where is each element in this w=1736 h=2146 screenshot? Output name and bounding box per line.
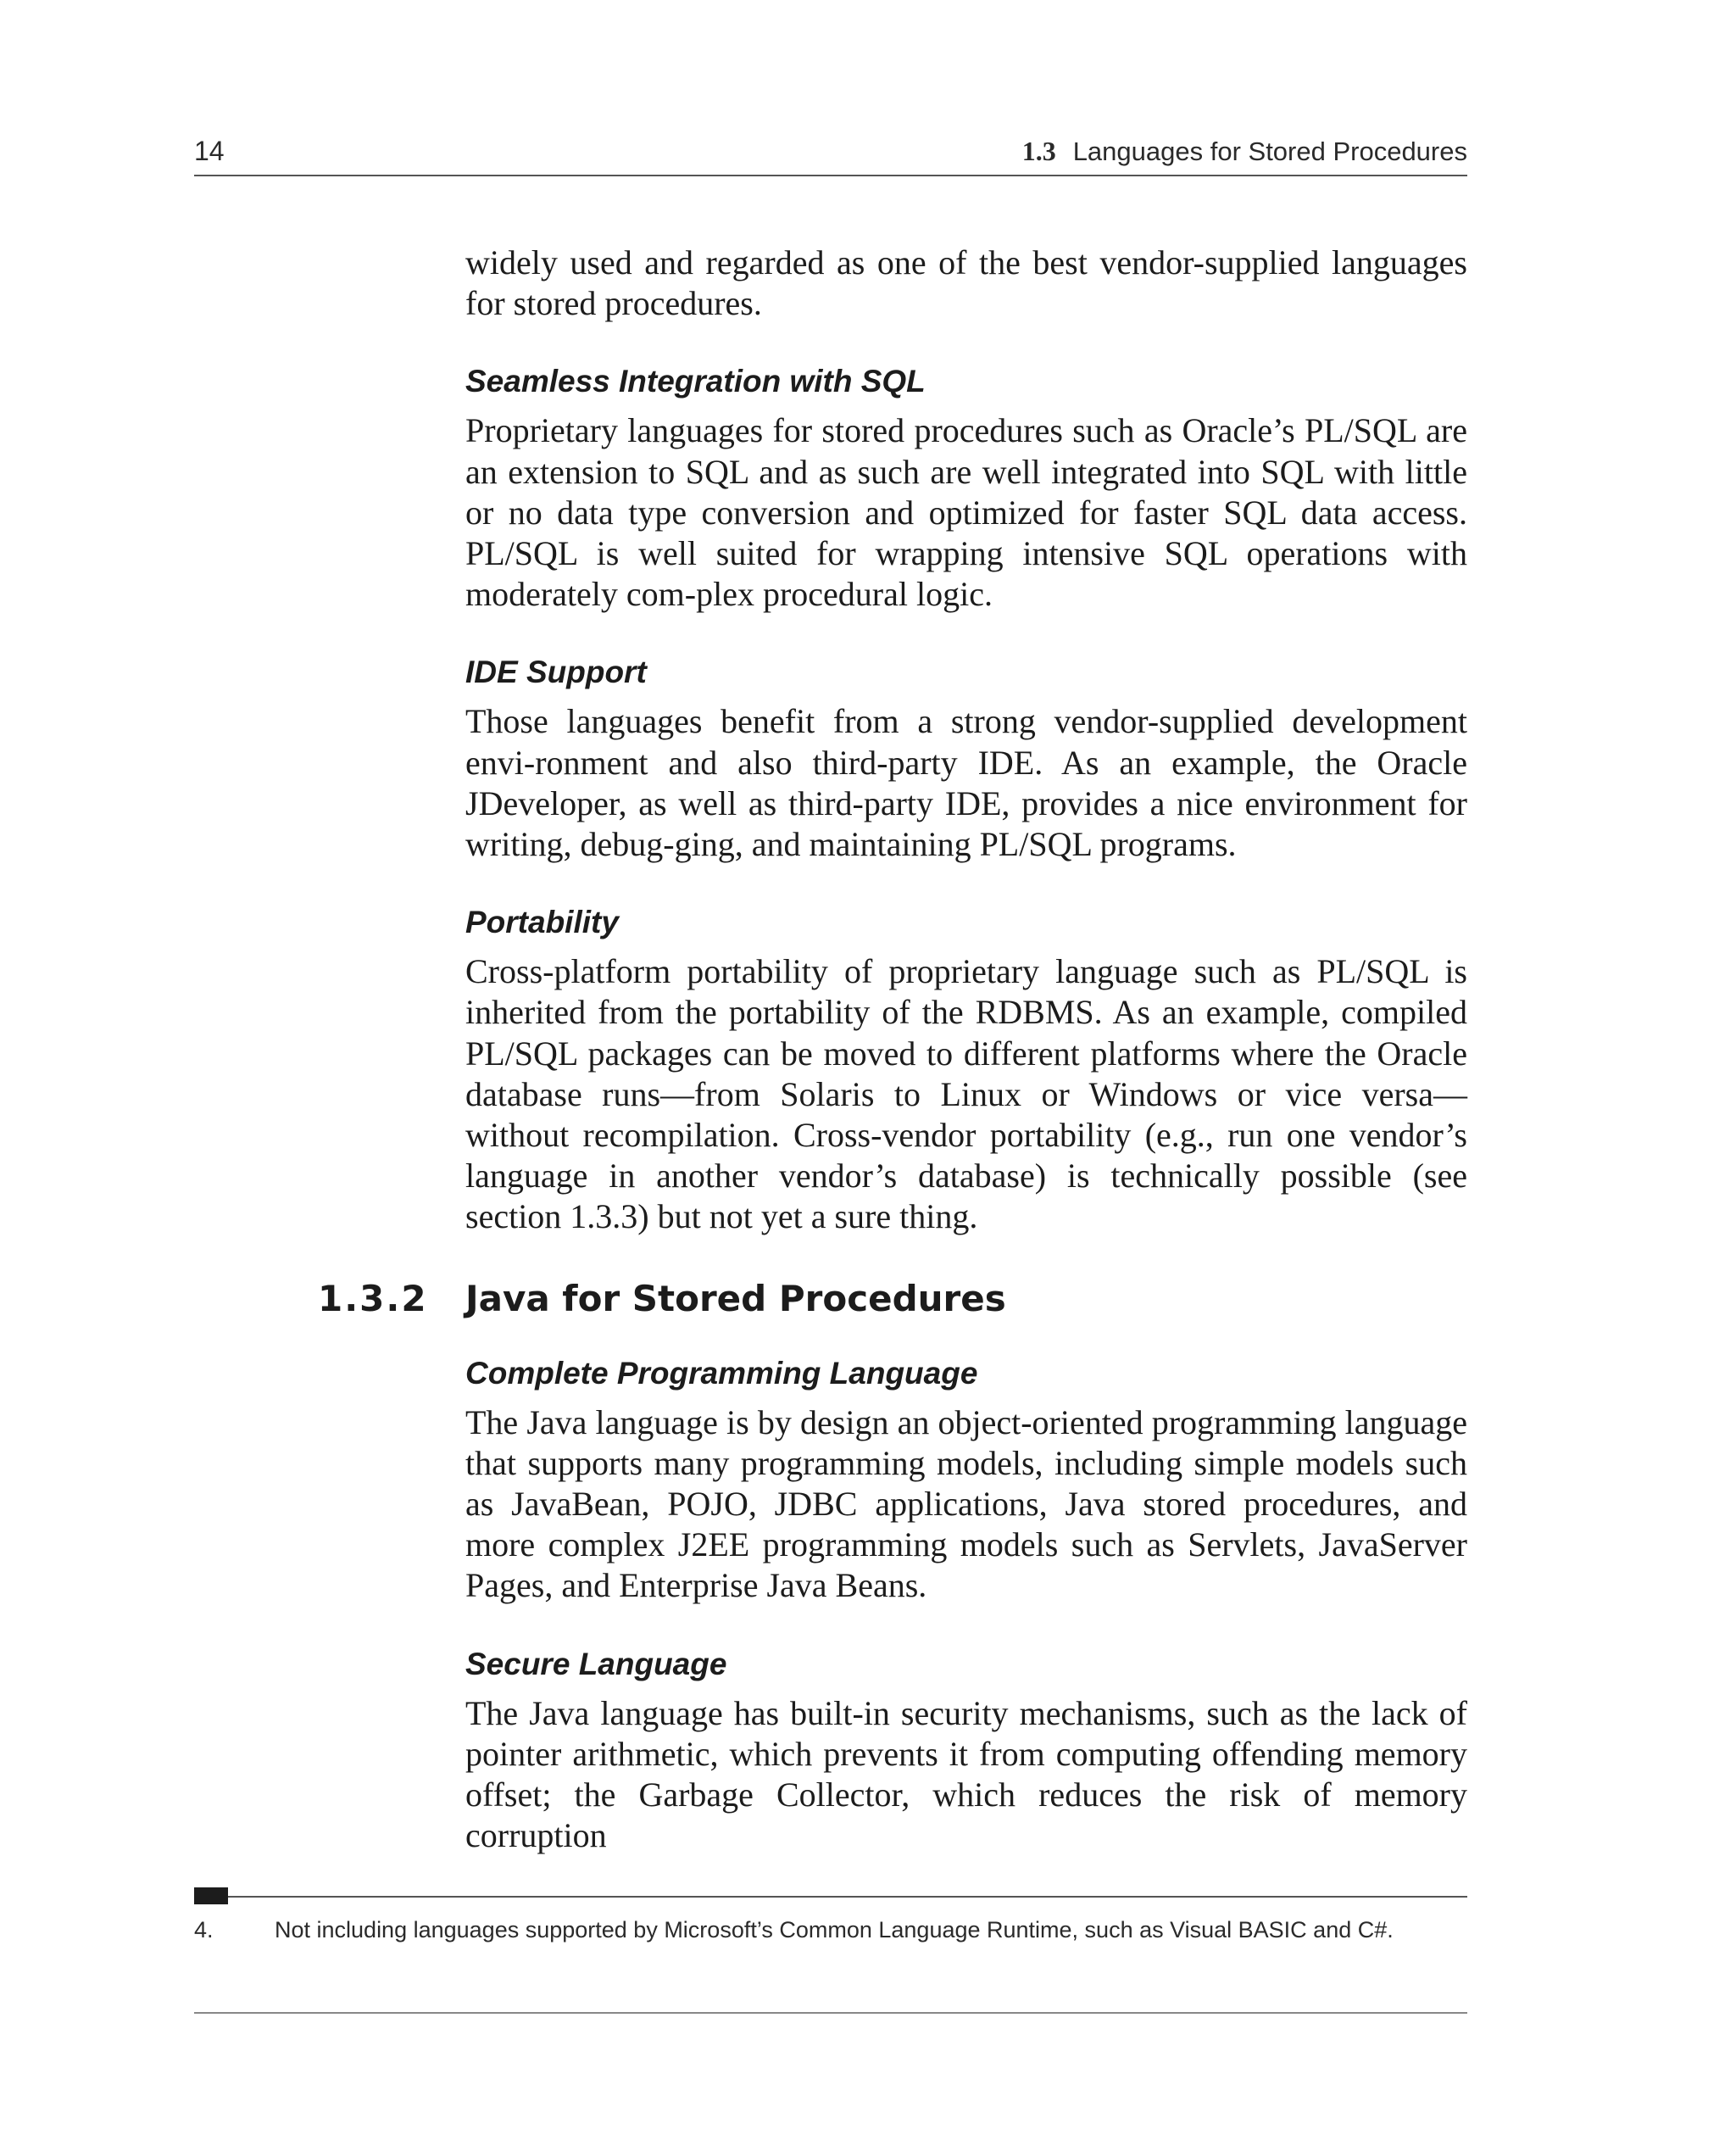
subheading-ide-support: IDE Support bbox=[465, 655, 647, 690]
page-number: 14 bbox=[194, 136, 225, 166]
section-heading bbox=[318, 1275, 1467, 1326]
paragraph-secure-language: The Java language has built-in security mechanisms, such as the lack of pointer arithmetic, which prevents it from computing offending memory offset; the Garbage Collector, which reduces the risk of memory corruption bbox=[465, 1693, 1467, 1855]
running-section-title: Languages for Stored Procedures bbox=[1072, 137, 1467, 166]
bottom-divider bbox=[194, 2012, 1467, 2014]
footnote-marker-block bbox=[194, 1887, 228, 1904]
page-body bbox=[318, 242, 1467, 1856]
subheading-portability: Portability bbox=[465, 905, 619, 940]
running-section-number: 1.3 bbox=[1021, 136, 1056, 166]
subheading-secure-language: Secure Language bbox=[465, 1646, 727, 1681]
footnote-text: Not including languages supported by Microsoft’s Common Language Runtime, such as Visual BASIC and C#. bbox=[275, 1917, 1394, 1943]
paragraph-ide-support: Those languages benefit from a strong vendor-supplied development envi-ronment and also third-party IDE. As an example, the Oracle JDeveloper, as well as third-party IDE, provides a nice environment for writing, debug-ging, and maintaining PL/SQL programs. bbox=[465, 702, 1467, 864]
paragraph-seamless-integration: Proprietary languages for stored procedures such as Oracle’s PL/SQL are an extension to SQL and as such are well integrated into SQL with little or no data type conversion and optimized for faster SQL data access. PL/SQL is well suited for wrapping intensive SQL operations with moderately com-plex procedural logic. bbox=[465, 411, 1467, 614]
running-title bbox=[1022, 136, 1467, 167]
subheading-seamless-integration: Seamless Integration with SQL bbox=[465, 364, 926, 399]
footnote-divider bbox=[194, 1896, 1467, 1898]
running-head bbox=[194, 127, 1467, 176]
section-title: Java for Stored Procedures bbox=[465, 1277, 1006, 1319]
footnote-number: 4. bbox=[194, 1917, 214, 1943]
intro-paragraph: widely used and regarded as one of the best vendor-supplied languages for stored procedures. bbox=[465, 243, 1467, 323]
paragraph-complete-programming-language: The Java language is by design an object-oriented programming language that supports many programming models, including simple models such as JavaBean, POJO, JDBC applications, Java stored procedures, and more complex J2EE programming models such as Servlets, JavaServer Pages, and Enterprise Java Beans. bbox=[465, 1402, 1467, 1605]
section-number: 1.3.2 bbox=[318, 1277, 428, 1319]
paragraph-portability: Cross-platform portability of proprietary language such as PL/SQL is inherited from the portability of the RDBMS. As an example, compiled PL/SQL packages can be moved to different platforms where the Oracle database runs—from Solaris to Linux or Windows or vice versa—without recompilation. Cross-vendor portability (e.g., run one vendor’s language in another vendor’s database) is technically possible (see section 1.3.3) but not yet a sure thing. bbox=[465, 952, 1467, 1236]
subheading-complete-programming-language: Complete Programming Language bbox=[465, 1355, 978, 1391]
